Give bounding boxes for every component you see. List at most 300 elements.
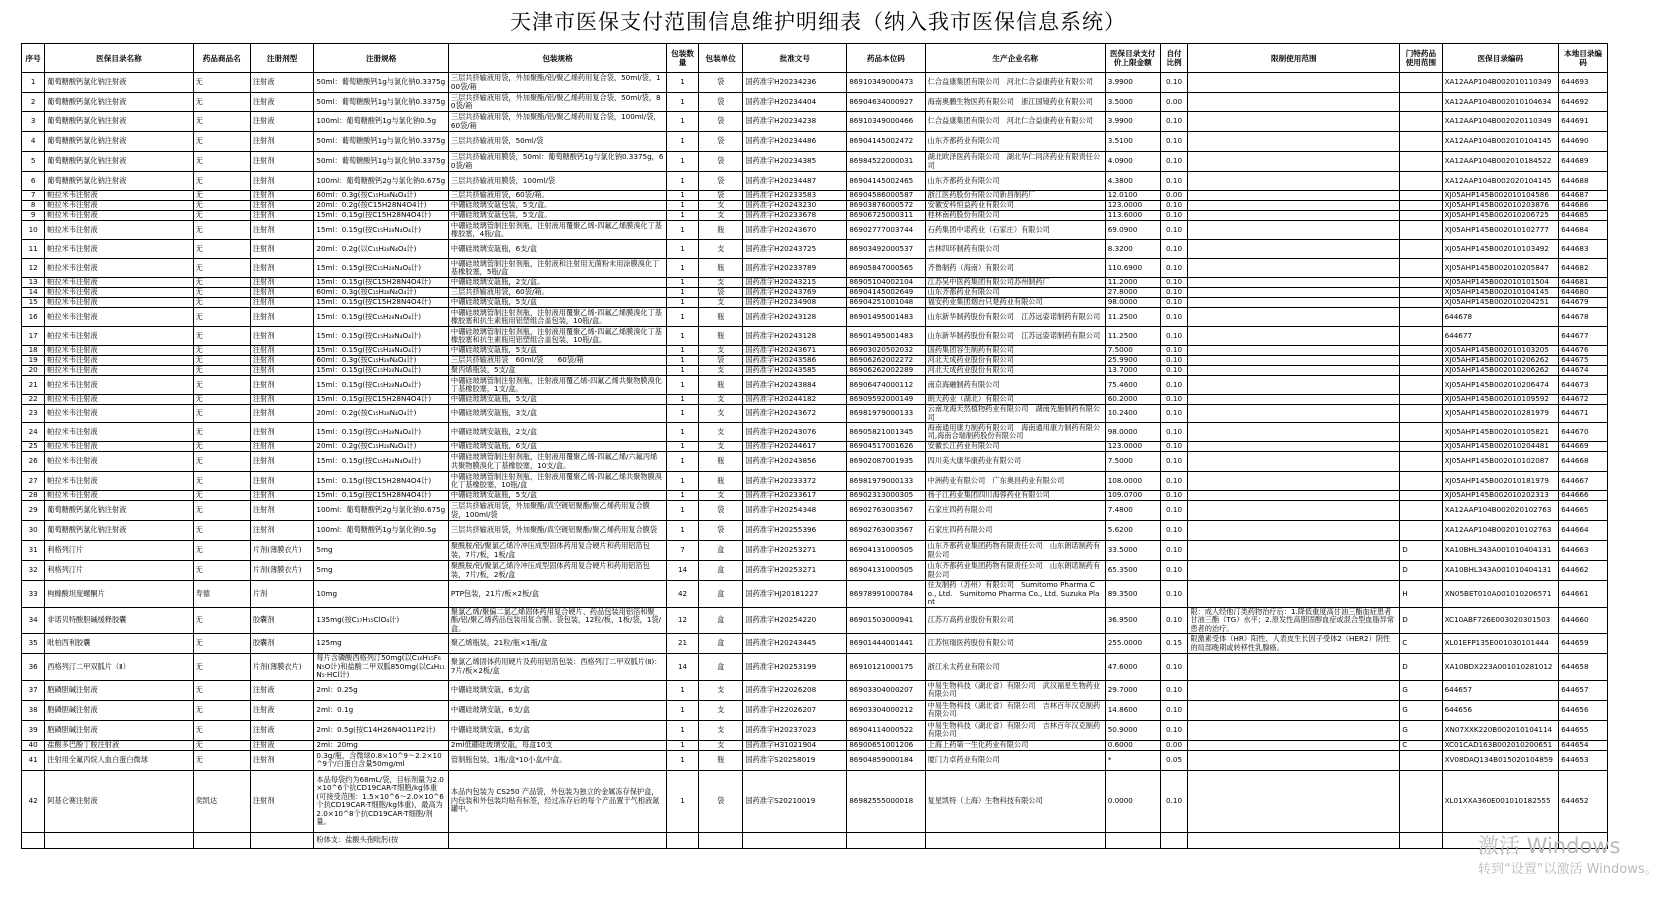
- table-cell: [1188, 521, 1400, 541]
- table-cell: 86905104002104: [847, 278, 925, 288]
- table-cell: 瓶: [698, 327, 742, 346]
- table-cell: 无: [193, 541, 250, 561]
- table-cell: 108.0000: [1105, 472, 1160, 491]
- table-cell: 袋: [698, 288, 742, 298]
- table-cell: 注射液: [250, 700, 314, 720]
- table-cell: 注射液: [250, 73, 314, 93]
- table-cell: 国药准字S20258019: [743, 750, 847, 770]
- table-cell: 86910121000175: [847, 654, 925, 681]
- table-cell: XJ05AHP145B002010206262: [1442, 366, 1559, 376]
- table-cell: 扬子江药业集团四川海蓉药业有限公司: [925, 491, 1105, 501]
- table-cell: [1400, 356, 1442, 366]
- table-cell: [1188, 132, 1400, 152]
- table-cell: 50ml：葡萄糖酸钙1g与氯化钠0.3375g: [314, 152, 449, 172]
- table-cell: 86904859000184: [847, 750, 925, 770]
- table-cell: 帕拉米韦注射液: [45, 366, 193, 376]
- table-cell: 注射剂: [250, 221, 314, 240]
- table-cell: 支: [698, 720, 742, 740]
- table-cell: [698, 832, 742, 848]
- table-row: [22, 298, 1608, 308]
- table-cell: 限激素受体（HR）阳性、人表皮生长因子受体2（HER2）阴性的局部晚期或转移性乳腺癌。: [1188, 634, 1400, 654]
- table-cell: 无: [193, 132, 250, 152]
- table-cell: 27: [22, 472, 45, 491]
- table-cell: [667, 832, 699, 848]
- table-cell: 国药准字H20234404: [743, 93, 847, 112]
- table-cell: 0.10: [1160, 298, 1188, 308]
- table-cell: 注射剂: [250, 376, 314, 395]
- table-cell: 0.10: [1160, 259, 1188, 278]
- table-cell: XC10ABF726E003020301503: [1442, 607, 1559, 634]
- column-header: 包装单位: [698, 44, 742, 73]
- table-cell: 瓶: [698, 472, 742, 491]
- table-cell: 三层共挤输液用袋，外加聚酯/铝/聚乙烯药用复合袋，50ml/袋，100袋/箱: [448, 73, 666, 93]
- table-cell: XJ05AHP145B002010103205: [1442, 346, 1559, 356]
- table-cell: 0.10: [1160, 346, 1188, 356]
- table-cell: 中硼硅玻璃安瓿瓶，5支/盒: [448, 298, 666, 308]
- table-cell: 奕凯达: [193, 770, 250, 832]
- table-cell: 0.10: [1160, 278, 1188, 288]
- table-cell: 无: [193, 607, 250, 634]
- table-cell: 国药准字H20243586: [743, 356, 847, 366]
- table-cell: 注射剂: [250, 240, 314, 259]
- table-cell: 3.9900: [1105, 112, 1160, 132]
- table-cell: 盒: [698, 654, 742, 681]
- table-cell: 0.10: [1160, 405, 1188, 423]
- table-cell: XJ05AHP145B002010105821: [1442, 423, 1559, 442]
- table-cell: [1400, 278, 1442, 288]
- table-cell: [925, 832, 1105, 848]
- table-cell: XJ05AHP145B002010109592: [1442, 395, 1559, 405]
- table-cell: 国药准字H20244617: [743, 442, 847, 452]
- table-cell: 袋: [698, 356, 742, 366]
- table-cell: [1188, 259, 1400, 278]
- table-cell: 袋: [698, 152, 742, 172]
- table-cell: 29.7000: [1105, 680, 1160, 700]
- table-cell: 0.10: [1160, 132, 1188, 152]
- table-cell: 644686: [1559, 201, 1608, 211]
- table-cell: [1400, 152, 1442, 172]
- table-cell: 0.10: [1160, 581, 1188, 608]
- table-cell: 国药准字H20234236: [743, 73, 847, 93]
- table-cell: 12.0100: [1105, 191, 1160, 201]
- table-cell: 河北天成药业股份有限公司: [925, 366, 1105, 376]
- table-cell: 注射剂: [250, 172, 314, 191]
- table-cell: 644659: [1559, 634, 1608, 654]
- table-cell: 644676: [1559, 346, 1608, 356]
- table-cell: 帕拉米韦注射液: [45, 423, 193, 442]
- table-cell: 国药准字H22026208: [743, 680, 847, 700]
- table-cell: 阿基仑赛注射液: [45, 770, 193, 832]
- table-cell: 无: [193, 278, 250, 288]
- table-cell: 86904251001048: [847, 298, 925, 308]
- table-cell: 国药准字H20253199: [743, 654, 847, 681]
- table-cell: [1188, 152, 1400, 172]
- table-cell: 帕拉米韦注射液: [45, 346, 193, 356]
- table-cell: 无: [193, 298, 250, 308]
- table-cell: 0.10: [1160, 356, 1188, 366]
- table-cell: 齐鲁制药（海南）有限公司: [925, 259, 1105, 278]
- table-cell: 海南通用康力制药有限公司 海南通用康力制药有限公司,海南合瑞制药股份有限公司: [925, 423, 1105, 442]
- table-cell: 0.10: [1160, 240, 1188, 259]
- table-cell: 葡萄糖酸钙氯化钠注射液: [45, 73, 193, 93]
- table-cell: 0.10: [1160, 211, 1188, 221]
- table-cell: 厦门力卓药业有限公司: [925, 750, 1105, 770]
- table-cell: 0.10: [1160, 288, 1188, 298]
- table-cell: 644679: [1559, 298, 1608, 308]
- table-cell: 11.2000: [1105, 278, 1160, 288]
- table-cell: 中硼硅玻璃管制注射剂瓶，注射液用覆聚乙烯-四氟乙烯膜溴化丁基橡胶塞，4瓶/盒。: [448, 221, 666, 240]
- table-cell: 16: [22, 308, 45, 327]
- table-row: [22, 201, 1608, 211]
- table-cell: 27.8000: [1105, 288, 1160, 298]
- table-cell: 胞磷胆碱注射液: [45, 720, 193, 740]
- table-cell: 中硼硅玻璃安瓿包装，5支/盒。: [448, 211, 666, 221]
- table-cell: 86901495001483: [847, 327, 925, 346]
- table-cell: 1: [667, 298, 699, 308]
- table-cell: 三层共挤输液用袋，60袋/箱。: [448, 191, 666, 201]
- table-cell: 胞磷胆碱注射液: [45, 700, 193, 720]
- table-cell: 中硼硅玻璃管制注射剂瓶，注射液用覆聚乙烯-四氟乙烯膜溴化丁基橡胶塞和抗生素瓶用铝塑组合盖包装，10瓶/盒。: [448, 327, 666, 346]
- table-cell: 86982555000018: [847, 770, 925, 832]
- table-cell: D: [1400, 607, 1442, 634]
- table-cell: 1: [667, 750, 699, 770]
- table-cell: 袋: [698, 521, 742, 541]
- table-cell: 15ml：0.15g(按C15H28N4O4计): [314, 395, 449, 405]
- table-cell: 86904114000522: [847, 720, 925, 740]
- table-cell: [1188, 278, 1400, 288]
- table-cell: [1400, 211, 1442, 221]
- table-cell: 盒: [698, 561, 742, 581]
- table-cell: 中易生物科技（湖北省）有限公司 吉林百年汉克制药有限公司: [925, 720, 1105, 740]
- table-cell: 注射剂: [250, 521, 314, 541]
- table-cell: 聚酰胺/铝/聚氯乙烯冷冲压成型固体药用复合硬片和药用铝箔包装，7片/板，1板/盒: [448, 541, 666, 561]
- table-cell: 0.0000: [1105, 770, 1160, 832]
- table-cell: 国药准字S20210019: [743, 770, 847, 832]
- table-cell: 片剂(薄膜衣片): [250, 654, 314, 681]
- table-cell: XA12AAP104B002020110349: [1442, 112, 1559, 132]
- table-cell: [1400, 346, 1442, 356]
- table-cell: 三层共挤输液用袋，外加聚酯/铝/聚乙烯药用复合袋，50ml/袋，80袋/箱: [448, 93, 666, 112]
- table-cell: 21: [667, 634, 699, 654]
- table-cell: 注射剂: [250, 278, 314, 288]
- table-cell: 注射用全氟丙烷人血白蛋白微球: [45, 750, 193, 770]
- table-cell: 20ml：0.2g(以C₁₅H₂₈N₄O₄计): [314, 240, 449, 259]
- table-cell: 瓶: [698, 376, 742, 395]
- table-cell: 帕拉米韦注射液: [45, 376, 193, 395]
- table-cell: [1400, 750, 1442, 770]
- table-cell: [1188, 172, 1400, 191]
- table-cell: 葡萄糖酸钙氯化钠注射液: [45, 93, 193, 112]
- table-cell: 1: [667, 346, 699, 356]
- table-cell: 9: [22, 211, 45, 221]
- table-cell: 86903876000572: [847, 201, 925, 211]
- table-cell: 1: [667, 73, 699, 93]
- table-cell: XL01EFP135E001030101444: [1442, 634, 1559, 654]
- table-cell: 644685: [1559, 211, 1608, 221]
- table-cell: 86902763003567: [847, 501, 925, 521]
- table-cell: XJ05AHP145B002010102087: [1442, 452, 1559, 472]
- table-cell: 644674: [1559, 366, 1608, 376]
- table-cell: 中易生物科技（湖北省）有限公司 吉林百年汉克制药有限公司: [925, 700, 1105, 720]
- table-cell: 1: [667, 501, 699, 521]
- table-cell: [1400, 501, 1442, 521]
- table-cell: 支: [698, 201, 742, 211]
- table-cell: 三层共挤输液用袋，外加聚酯/真空镀铝聚酯/聚乙烯药用复合膜袋，100ml/袋: [448, 501, 666, 521]
- table-row: [22, 366, 1608, 376]
- table-cell: 644660: [1559, 607, 1608, 634]
- table-cell: 无: [193, 501, 250, 521]
- table-cell: 123.0000: [1105, 442, 1160, 452]
- table-cell: 25: [22, 442, 45, 452]
- table-cell: 无: [193, 634, 250, 654]
- table-row: [22, 770, 1608, 832]
- table-cell: 14: [667, 654, 699, 681]
- table-cell: 注射剂: [250, 152, 314, 172]
- table-cell: 国药准字H20253271: [743, 561, 847, 581]
- table-cell: 支: [698, 366, 742, 376]
- table-cell: 60ml：0.3g(按C₁₅H₂₈N₄O₄计): [314, 288, 449, 298]
- table-cell: 15ml：0.15g(按C₁₅H₂₈N₄O₄计): [314, 308, 449, 327]
- table-cell: [22, 832, 45, 848]
- table-cell: [1188, 221, 1400, 240]
- table-cell: 26: [22, 452, 45, 472]
- table-cell: 1: [667, 423, 699, 442]
- table-cell: 0.10: [1160, 221, 1188, 240]
- table-cell: 无: [193, 750, 250, 770]
- table-cell: 国药准字H20243230: [743, 201, 847, 211]
- table-cell: 8: [22, 201, 45, 211]
- table-cell: 86905821001345: [847, 423, 925, 442]
- column-header: 限制使用范围: [1188, 44, 1400, 73]
- table-cell: 100ml：葡萄糖酸钙2g与氯化钠0.675g: [314, 172, 449, 191]
- table-cell: 帕拉米韦注射液: [45, 491, 193, 501]
- table-cell: 注射剂: [250, 770, 314, 832]
- table-header-row: [22, 44, 1608, 73]
- table-cell: 1: [667, 93, 699, 112]
- table-cell: 三层共挤输液用袋，外加聚酯/铝/聚乙烯药用复合袋，100ml/袋，60袋/箱: [448, 112, 666, 132]
- table-cell: 帕拉米韦注射液: [45, 442, 193, 452]
- table-cell: [1188, 211, 1400, 221]
- table-cell: 4: [22, 132, 45, 152]
- table-row: [22, 405, 1608, 423]
- table-row: [22, 395, 1608, 405]
- table-cell: [1400, 521, 1442, 541]
- table-cell: 国药准字H20233372: [743, 472, 847, 491]
- table-row: [22, 607, 1608, 634]
- table-cell: 住友制药（苏州）有限公司 Sumitomo Pharma Co., Ltd. Sumitomo Pharma Co., Ltd. Suzuka Plant: [925, 581, 1105, 608]
- table-cell: 1: [667, 308, 699, 327]
- table-cell: 胶囊剂: [250, 607, 314, 634]
- table-cell: 安徽安科恒益药业有限公司: [925, 201, 1105, 211]
- table-cell: 非诺贝特酸胆碱缓释胶囊: [45, 607, 193, 634]
- table-cell: 帕拉米韦注射液: [45, 201, 193, 211]
- table-cell: H: [1400, 581, 1442, 608]
- table-cell: 86902313000305: [847, 491, 925, 501]
- table-cell: 1: [667, 680, 699, 700]
- table-cell: 片剂(薄膜衣片): [250, 541, 314, 561]
- table-cell: 5.6200: [1105, 521, 1160, 541]
- table-cell: [250, 832, 314, 848]
- table-cell: 中硼硅玻璃管制注射剂瓶，注射液用覆聚乙烯-四氟乙烯/六氟丙烯共聚物膜溴化丁基橡胶塞，10支/盒。: [448, 452, 666, 472]
- table-cell: XJ05AHP145B002010104145: [1442, 288, 1559, 298]
- table-cell: 42: [22, 770, 45, 832]
- table-cell: 无: [193, 442, 250, 452]
- table-cell: 帕拉米韦注射液: [45, 221, 193, 240]
- table-row: [22, 73, 1608, 93]
- table-cell: 无: [193, 521, 250, 541]
- table-cell: XA10BHL343A001010404131: [1442, 561, 1559, 581]
- table-cell: 1: [667, 366, 699, 376]
- table-cell: 15ml：0.15g(按C15H28N4O4计): [314, 472, 449, 491]
- table-cell: [1188, 561, 1400, 581]
- table-cell: 瓶: [698, 221, 742, 240]
- table-cell: 38: [22, 700, 45, 720]
- table-cell: 24: [22, 423, 45, 442]
- column-header: 门特药品使用范围: [1400, 44, 1442, 73]
- table-cell: 1: [667, 700, 699, 720]
- table-cell: 644681: [1559, 278, 1608, 288]
- table-cell: 支: [698, 442, 742, 452]
- table-cell: XA12AAP104B002010104145: [1442, 132, 1559, 152]
- table-cell: 国药准字H20243128: [743, 308, 847, 327]
- table-row: [22, 581, 1608, 608]
- table-cell: 644652: [1559, 770, 1608, 832]
- table-cell: 帕拉米韦注射液: [45, 298, 193, 308]
- table-cell: [1188, 240, 1400, 259]
- table-row: [22, 654, 1608, 681]
- table-cell: [1188, 541, 1400, 561]
- table-cell: 33: [22, 581, 45, 608]
- table-cell: 0.10: [1160, 366, 1188, 376]
- table-cell: 50ml：葡萄糖酸钙1g与氯化钠0.3375g: [314, 93, 449, 112]
- table-cell: 644664: [1559, 521, 1608, 541]
- table-cell: 国药准字H20243128: [743, 327, 847, 346]
- table-row: [22, 278, 1608, 288]
- table-cell: D: [1400, 541, 1442, 561]
- table-cell: 国药准字H20243856: [743, 452, 847, 472]
- table-cell: 盒: [698, 581, 742, 608]
- table-cell: 2ml低硼硅玻璃安瓿，每盒10支: [448, 740, 666, 750]
- table-cell: 644677: [1442, 327, 1559, 346]
- table-cell: 11.2500: [1105, 308, 1160, 327]
- table-cell: 无: [193, 172, 250, 191]
- table-cell: [1400, 442, 1442, 452]
- table-cell: [1188, 472, 1400, 491]
- table-cell: 1: [667, 376, 699, 395]
- table-cell: 19: [22, 356, 45, 366]
- table-cell: 1: [22, 73, 45, 93]
- table-row: [22, 327, 1608, 346]
- table-cell: XN07XXK220B002010104114: [1442, 720, 1559, 740]
- table-cell: 86904131000505: [847, 541, 925, 561]
- table-cell: [1188, 452, 1400, 472]
- table-row: [22, 740, 1608, 750]
- table-cell: 盒: [698, 634, 742, 654]
- table-cell: 86906262002272: [847, 356, 925, 366]
- table-cell: 注射剂: [250, 308, 314, 327]
- table-cell: 1: [667, 191, 699, 201]
- table-cell: 644666: [1559, 491, 1608, 501]
- table-cell: [1400, 770, 1442, 832]
- table-cell: 支: [698, 423, 742, 442]
- table-cell: 片剂: [250, 581, 314, 608]
- table-row: [22, 521, 1608, 541]
- table-cell: 四川美大康华康药业有限公司: [925, 452, 1105, 472]
- table-cell: 支: [698, 298, 742, 308]
- table-cell: 无: [193, 191, 250, 201]
- table-cell: 无: [193, 376, 250, 395]
- table-cell: 注射剂: [250, 211, 314, 221]
- table-cell: 86901444001441: [847, 634, 925, 654]
- table-cell: 注射剂: [250, 442, 314, 452]
- table-cell: 644672: [1559, 395, 1608, 405]
- table-cell: 0.10: [1160, 442, 1188, 452]
- table-row: [22, 112, 1608, 132]
- table-cell: 中硼硅玻璃管制注射剂瓶，注射液用覆聚乙烯-四氟乙烯膜溴化丁基橡胶塞和抗生素瓶用铝塑组合盖包装，10瓶/盒。: [448, 308, 666, 327]
- table-cell: XJ05AHP145B002010202313: [1442, 491, 1559, 501]
- column-header: 本地目录编码: [1559, 44, 1608, 73]
- table-cell: 644671: [1559, 405, 1608, 423]
- table-cell: 0.10: [1160, 152, 1188, 172]
- table-cell: 86904586000587: [847, 191, 925, 201]
- table-row: [22, 308, 1608, 327]
- table-cell: 7: [22, 191, 45, 201]
- table-cell: 国药准字H20243884: [743, 376, 847, 395]
- table-cell: 644693: [1559, 73, 1608, 93]
- table-cell: 0.10: [1160, 491, 1188, 501]
- table-cell: 644687: [1559, 191, 1608, 201]
- table-cell: 10: [22, 221, 45, 240]
- table-cell: 袋: [698, 73, 742, 93]
- table-cell: 袋: [698, 191, 742, 201]
- table-cell: [1400, 73, 1442, 93]
- table-cell: [1188, 112, 1400, 132]
- table-cell: 0.10: [1160, 770, 1188, 832]
- table-cell: 无: [193, 472, 250, 491]
- table-cell: [45, 832, 193, 848]
- table-cell: 中硼硅玻璃安瓿瓶，5支/盒: [448, 346, 666, 356]
- table-cell: 葡萄糖酸钙氯化钠注射液: [45, 172, 193, 191]
- table-cell: 135mg(按C₁₇H₁₅ClO₄计): [314, 607, 449, 634]
- table-cell: 50ml：葡萄糖酸钙1g与氯化钠0.3375g: [314, 73, 449, 93]
- table-cell: 帕拉米韦注射液: [45, 405, 193, 423]
- table-cell: 86984522000031: [847, 152, 925, 172]
- table-cell: 支: [698, 346, 742, 356]
- table-cell: 注射剂: [250, 288, 314, 298]
- table-cell: 644684: [1559, 221, 1608, 240]
- table-cell: 86903492000537: [847, 240, 925, 259]
- table-cell: 86902777003744: [847, 221, 925, 240]
- table-cell: [1188, 770, 1400, 832]
- table-cell: 吉林四环制药有限公司: [925, 240, 1105, 259]
- table-cell: 15ml：0.15g(按C15H28N4O4计): [314, 298, 449, 308]
- table-cell: 中洲药业有限公司 广东奥昌药业有限公司: [925, 472, 1105, 491]
- table-cell: 浙江永太药业有限公司: [925, 654, 1105, 681]
- table-cell: 国药准字H20243672: [743, 405, 847, 423]
- table-cell: 86904131000505: [847, 561, 925, 581]
- table-cell: 无: [193, 740, 250, 750]
- table-cell: 40: [22, 740, 45, 750]
- drug-table: [21, 43, 1608, 849]
- table-cell: XJ05AHP145B002010102777: [1442, 221, 1559, 240]
- table-cell: 98.0000: [1105, 423, 1160, 442]
- table-cell: 13.7000: [1105, 366, 1160, 376]
- table-cell: 注射液: [250, 112, 314, 132]
- table-cell: 15ml：0.15g(按C₁₅H₂₈N₄O₄计): [314, 366, 449, 376]
- table-cell: 86910349000473: [847, 73, 925, 93]
- table-cell: 1: [667, 201, 699, 211]
- table-cell: [1400, 832, 1442, 848]
